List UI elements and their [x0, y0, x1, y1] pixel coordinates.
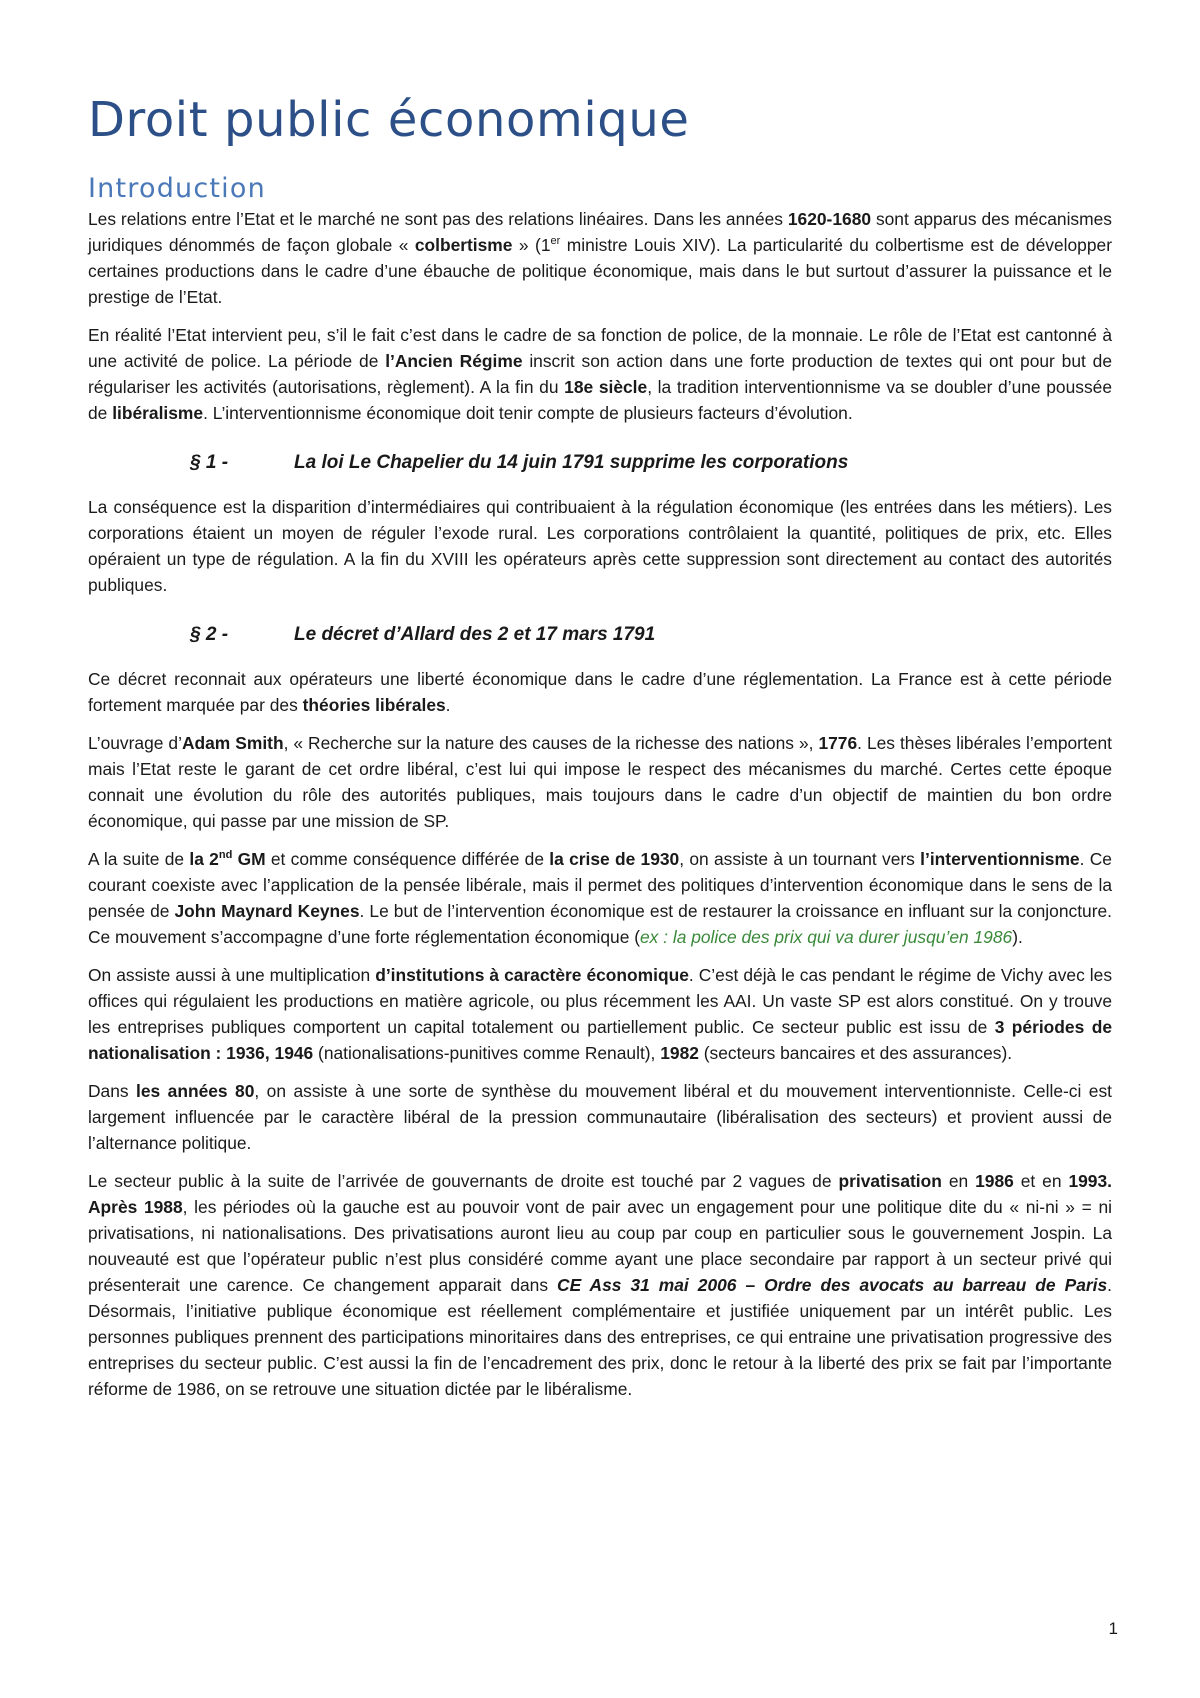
- section-number: § 2 -: [190, 624, 229, 645]
- page-number: 1: [1108, 1619, 1118, 1638]
- paragraph-6: A la suite de la 2nd GM et comme conséquence différée de la crise de 1930, on assiste à un tournant vers l’interventionnisme. Ce courant coexiste avec l’application de la pensée libérale, mais il permet des politiques d’intervention économique dans le sens de la pensée de John Maynard Keynes. Le but de l’intervention économique est de restaurer la croissance en influant sur la conjoncture. Ce mouvement s’accompagne d’une forte réglementation économique (ex : la police des prix qui va durer jusqu’en 1986).: [88, 849, 1112, 947]
- intro-heading: Introduction: [88, 173, 266, 204]
- paragraph-1: Les relations entre l’Etat et le marché ne sont pas des relations linéaires. Dans les années 1620-1680 sont apparus des mécanismes juridiques dénommés de façon globale « colbertisme » (1er ministre Louis XIV). La particularité du colbertisme est de développer certaines productions dans le cadre d’une ébauche de politique économique, mais dans le but surtout d’assurer la puissance et le prestige de l’Etat.: [88, 209, 1112, 307]
- paragraph-4: Ce décret reconnait aux opérateurs une liberté économique dans le cadre d’une réglementation. La France est à cette période fortement marquée par des théories libérales.: [88, 669, 1112, 715]
- paragraph-9: Le secteur public à la suite de l’arrivée de gouvernants de droite est touché par 2 vagues de privatisation en 1986 et en 1993. Après 1988, les périodes où la gauche est au pouvoir vont de pair avec un engagement pour une politique dite du « ni-ni » = ni privatisations, ni nationalisations. Des privatisations auront lieu au coup par coup en particulier sous le gouvernement Jospin. La nouveauté est que l’opérateur public n’est plus considéré comme ayant une place secondaire par rapport à un secteur privé qui présenterait une carence. Ce changement apparait dans CE Ass 31 mai 2006 – Ordre des avocats au barreau de Paris. Désormais, l’initiative publique économique est réellement complémentaire et justifiée uniquement par un intérêt public. Les personnes publiques prennent des participations minoritaires dans des entreprises, ce qui entraine une privatisation progressive des entreprises du secteur public. C’est aussi la fin de l’encadrement des prix, donc le retour à la liberté des prix se fait par l’importante réforme de 1986, on se retrouve une situation dictée par le libéralisme.: [88, 1171, 1112, 1399]
- section-title: Le décret d’Allard des 2 et 17 mars 1791: [294, 624, 656, 645]
- section-number: § 1 -: [190, 452, 229, 473]
- case-citation: CE Ass 31 mai 2006 – Ordre des avocats au barreau de Paris: [557, 1275, 1108, 1295]
- section-title: La loi Le Chapelier du 14 juin 1791 supprime les corporations: [294, 452, 849, 473]
- paragraph-5: L’ouvrage d’Adam Smith, « Recherche sur la nature des causes de la richesse des nations », 1776. Les thèses libérales l’emportent mais l’Etat reste le garant de cet ordre libéral, c’est lui qui impose le respect des mécanismes du marché. Certes cette époque connait une évolution du rôle des autorités publiques, mais toujours dans le cadre d’un objectif de maintien du bon ordre économique, qui passe par une mission de SP.: [88, 733, 1112, 831]
- paragraph-7: On assiste aussi à une multiplication d’institutions à caractère économique. C’est déjà le cas pendant le régime de Vichy avec les offices qui régulaient les productions en matière agricole, ou plus récemment les AAI. Un vaste SP est alors constitué. On y trouve les entreprises publiques comportent un capital totalement ou partiellement public. Ce secteur public est issu de 3 périodes de nationalisation : 1936, 1946 (nationalisations-punitives comme Renault), 1982 (secteurs bancaires et des assurances).: [88, 965, 1113, 1063]
- section-heading-1: [88, 450, 1112, 476]
- paragraph-2: En réalité l’Etat intervient peu, s’il le fait c’est dans le cadre de sa fonction de police, de la monnaie. Le rôle de l’Etat est cantonné à une activité de police. La période de l’Ancien Régime inscrit son action dans une forte production de textes qui ont pour but de régulariser les activités (autorisations, règlement). A la fin du 18e siècle, la tradition interventionnisme va se doubler d’une poussée de libéralisme. L’interventionnisme économique doit tenir compte de plusieurs facteurs d’évolution.: [88, 325, 1113, 423]
- paragraph-3: La conséquence est la disparition d’intermédiaires qui contribuaient à la régulation économique (les entrées dans les métiers). Les corporations étaient un moyen de réguler l’exode rural. Les corporations contrôlaient la quantité, politiques de prix, etc. Elles opéraient un type de régulation. A la fin du XVIII les opérateurs après cette suppression sont directement au contact des autorités publiques.: [88, 497, 1112, 595]
- example-note: ex : la police des prix qui va durer jusqu’en 1986: [639, 927, 1013, 947]
- section-heading-2: [88, 622, 1112, 648]
- page-title: Droit public économique: [88, 92, 690, 148]
- paragraph-8: Dans les années 80, on assiste à une sorte de synthèse du mouvement libéral et du mouvement interventionniste. Celle-ci est largement influencée par le caractère libéral de la pression communautaire (libéralisation des secteurs) et provient aussi de l’alternance politique.: [88, 1081, 1112, 1153]
